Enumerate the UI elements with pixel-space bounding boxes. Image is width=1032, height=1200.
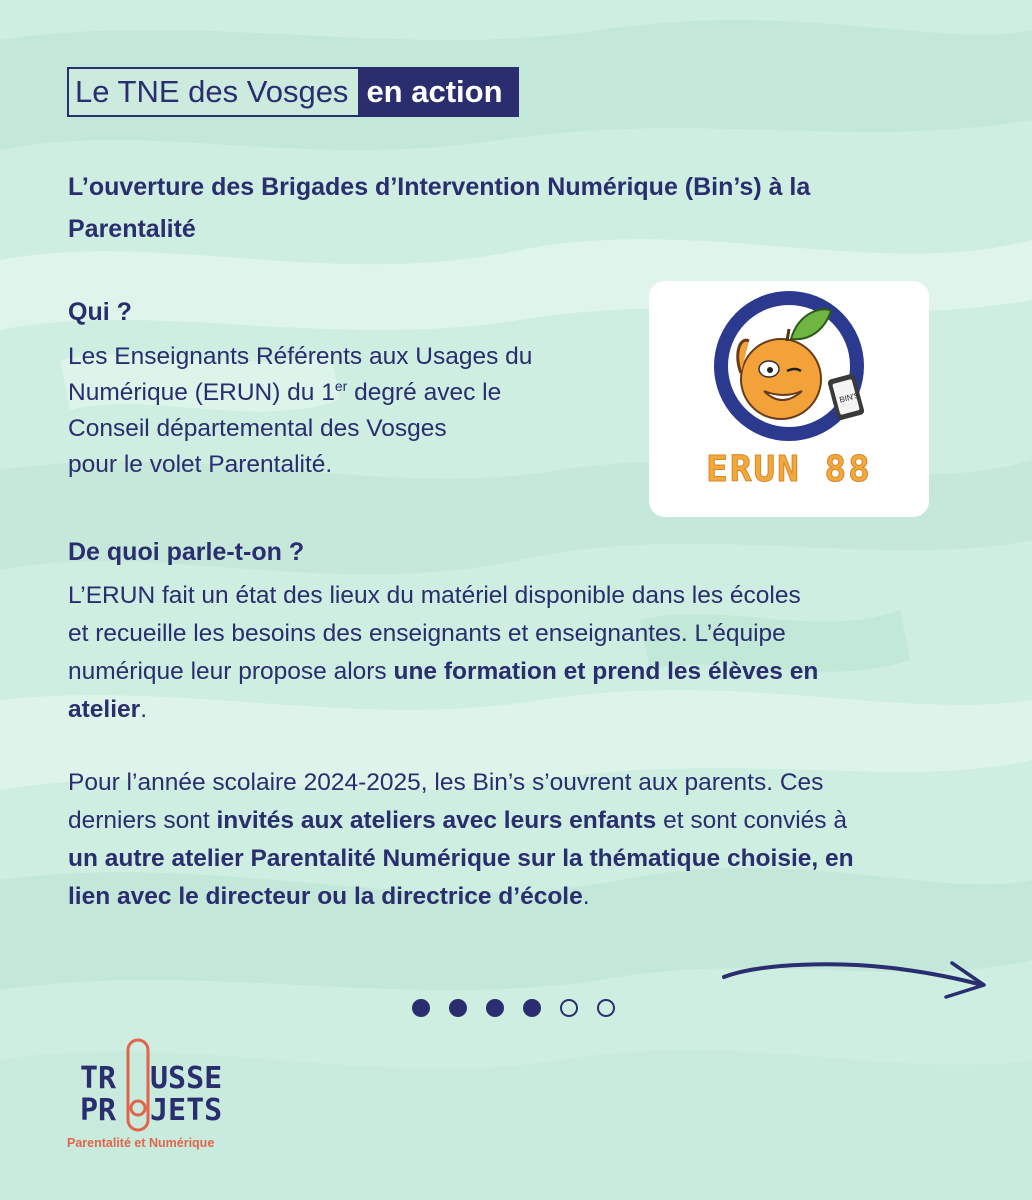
qui-line-1: Les Enseignants Référents aux Usages du bbox=[68, 343, 533, 370]
orange-mascot bbox=[741, 339, 821, 419]
headline-line-1: L’ouverture des Brigades d’Intervention Numérique (Bin’s) à la bbox=[68, 173, 811, 201]
parents-line-2-end: et sont conviés à bbox=[656, 807, 847, 834]
qui-line-2-text: Numérique (ERUN) du 1 bbox=[68, 379, 335, 406]
parents-emphasis-1: invités aux ateliers avec leurs enfants bbox=[216, 807, 657, 834]
erun-logo-card bbox=[649, 281, 929, 517]
qui-line-2-text-end: degré avec le bbox=[347, 379, 502, 406]
qui-body bbox=[68, 339, 628, 483]
quoi-emphasis-1: une formation et prend les élèves en bbox=[393, 658, 819, 685]
section-tag bbox=[67, 67, 519, 117]
parents-line-1: Pour l’année scolaire 2024-2025, les Bin’s s’ouvrent aux parents. Ces bbox=[68, 769, 824, 796]
qui-line-4: pour le volet Parentalité. bbox=[68, 451, 333, 478]
parents-emphasis-2: un autre atelier Parentalité Numérique sur la thématique choisie, en bbox=[68, 845, 854, 872]
next-arrow-icon[interactable] bbox=[720, 955, 990, 1005]
quoi-line-4-end: . bbox=[140, 696, 147, 723]
tag-label-part2: en action bbox=[358, 69, 516, 115]
quoi-line-1: L’ERUN fait un état des lieux du matériel disponible dans les écoles bbox=[68, 582, 801, 609]
quoi-line-4 bbox=[68, 691, 948, 729]
ordinal-superscript: er bbox=[334, 378, 348, 394]
logo-caption: ERUN 88 bbox=[706, 449, 872, 490]
quoi-line-3-text: numérique leur propose alors bbox=[68, 658, 394, 685]
pagination-dot-5[interactable] bbox=[560, 999, 578, 1017]
brand-o-dot bbox=[131, 1101, 145, 1115]
qui-line-3: Conseil départemental des Vosges bbox=[68, 415, 447, 442]
parents-line-4-end: . bbox=[582, 883, 590, 910]
qui-heading: Qui ? bbox=[68, 298, 132, 326]
headline bbox=[68, 166, 948, 250]
parents-line-2 bbox=[68, 802, 968, 840]
qui-line-2 bbox=[68, 375, 628, 411]
tag-label-part1: Le TNE des Vosges bbox=[69, 69, 358, 115]
brand-jets: JETS bbox=[150, 1093, 223, 1128]
pagination-dot-6[interactable] bbox=[597, 999, 615, 1017]
pagination-dot-3[interactable] bbox=[486, 999, 504, 1017]
parents-line-3 bbox=[68, 840, 968, 878]
brand-pr: PR bbox=[80, 1093, 117, 1128]
pagination-dot-2[interactable] bbox=[449, 999, 467, 1017]
quoi-line-3 bbox=[68, 653, 948, 691]
parents-emphasis-3: lien avec le directeur ou la directrice d’école bbox=[68, 883, 583, 910]
parents-line-2-text: derniers sont bbox=[68, 807, 217, 834]
stem bbox=[787, 329, 789, 341]
pagination-dot-4[interactable] bbox=[523, 999, 541, 1017]
headline-line-2: Parentalité bbox=[68, 215, 196, 243]
brand-usse: USSE bbox=[150, 1061, 223, 1096]
brand-subtitle: Parentalité et Numérique bbox=[67, 1136, 215, 1150]
quoi-heading: De quoi parle-t-on ? bbox=[68, 538, 305, 566]
pagination-dot-1[interactable] bbox=[412, 999, 430, 1017]
erun-logo bbox=[649, 281, 929, 517]
quoi-emphasis-2: atelier bbox=[68, 696, 141, 723]
pagination-dots bbox=[412, 999, 615, 1017]
brand-tr: TR bbox=[80, 1061, 117, 1096]
quoi-line-2: et recueille les besoins des enseignants et enseignantes. L’équipe bbox=[68, 620, 786, 647]
parents-line-4 bbox=[68, 878, 968, 916]
parents-paragraph bbox=[68, 764, 968, 916]
phone-badge-text: BIN'S bbox=[838, 390, 861, 405]
mascot-pupil bbox=[767, 367, 773, 373]
quoi-paragraph bbox=[68, 577, 948, 729]
